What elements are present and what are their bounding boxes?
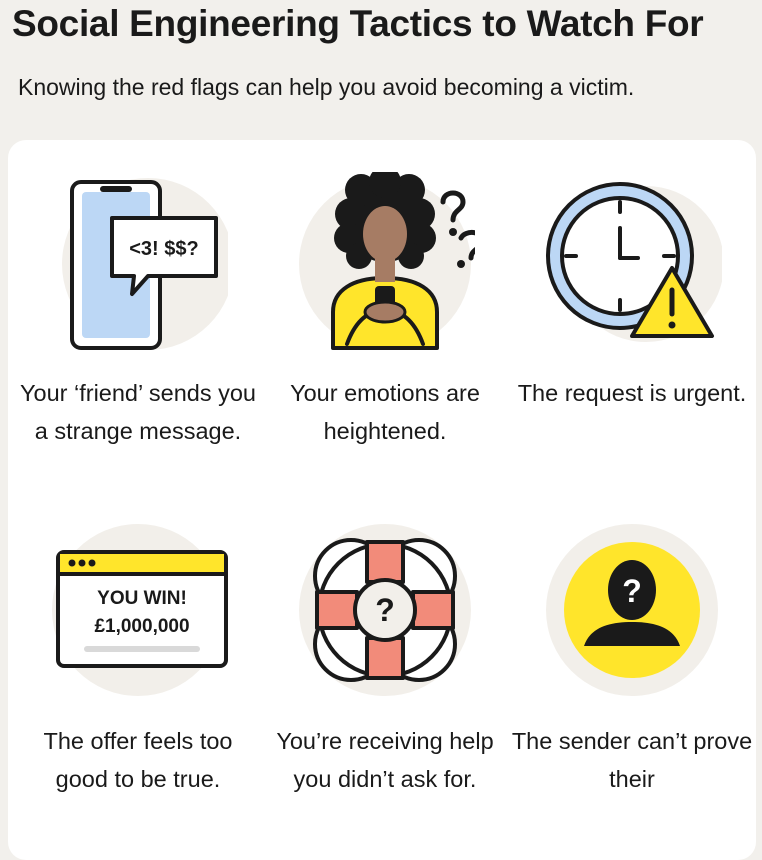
prize-window-icon <box>48 520 228 700</box>
svg-text:?: ? <box>375 592 395 628</box>
unknown-sender-icon <box>542 520 722 700</box>
bubble-text: <3! $$? <box>129 238 199 260</box>
tactics-card <box>8 140 756 860</box>
tactic-caption: The request is urgent. <box>517 380 747 406</box>
page-subtitle: Knowing the red flags can help you avoid becoming a victim. <box>18 74 635 100</box>
tactic-tile-unverified-sender <box>507 520 757 798</box>
person-confused-icon <box>295 172 475 352</box>
tactic-caption: Your emotions are heightened. <box>290 380 480 444</box>
tactic-tile-strange-message <box>13 172 263 450</box>
prize-amount: £1,000,000 <box>94 616 190 637</box>
tactic-tile-too-good <box>13 520 263 798</box>
tactic-tile-emotions <box>260 172 510 450</box>
clock-warning-icon <box>542 172 722 352</box>
lifebuoy-icon <box>295 520 475 700</box>
phone-message-icon <box>48 172 228 352</box>
tactic-tile-urgent <box>507 172 757 412</box>
tactic-caption: Your ‘friend’ sends you a strange message. <box>19 380 257 444</box>
tactic-tile-unsolicited-help <box>260 520 510 798</box>
tactic-caption: The sender can’t prove their <box>511 728 753 792</box>
tactic-caption: The offer feels too good to be true. <box>43 728 233 792</box>
prize-headline: YOU WIN! <box>97 588 187 609</box>
svg-text:?: ? <box>622 573 642 609</box>
tactic-caption: You’re receiving help you didn’t ask for. <box>276 728 494 792</box>
page-title: Social Engineering Tactics to Watch For <box>12 3 704 44</box>
